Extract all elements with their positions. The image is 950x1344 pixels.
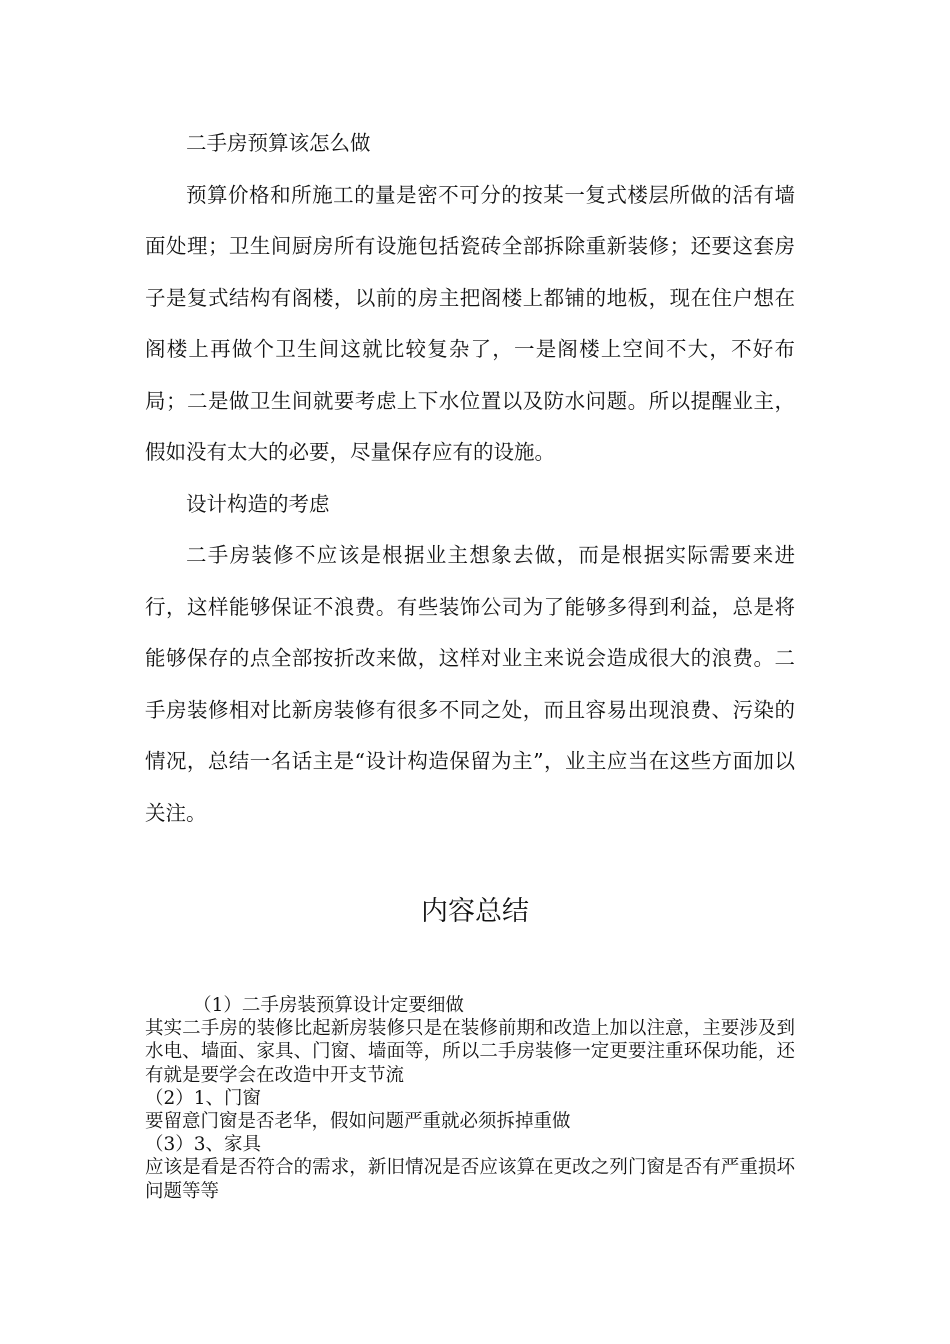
summary-item-2-text: 要留意门窗是否老华，假如问题严重就必须拆掉重做: [145, 1111, 571, 1133]
summary-item-1-heading: （1）二手房装预算设计定要细做: [193, 995, 464, 1016]
summary-item-1-text: 其实二手房的装修比起新房装修只是在装修前期和改造上加以注意，主要涉及到水电、墙面、家具、门窗、墙面等，所以二手房装修一定更要注重环保功能，还有就是要学会在改造中开支节流: [145, 1018, 795, 1086]
summary-title: 内容总结: [421, 896, 529, 927]
summary-body: [145, 994, 795, 1203]
paragraph-design: 二手房装修不应该是根据业主想象去做，而是根据实际需要来进行，这样能够保证不浪费。有些装饰公司为了能够多得到利益，总是将能够保存的点全部按折改来做，这样对业主来说会造成很大的浪费。二手房装修相对比新房装修有很多不同之处，而且容易出现浪费、污染的情况，总结一名话主是“设计构造保留为主”，业主应当在这些方面加以关注。: [145, 543, 795, 825]
paragraph-budget: 预算价格和所施工的量是密不可分的按某一复式楼层所做的活有墙面处理；卫生间厨房所有设施包括瓷砖全部拆除重新装修；还要这套房子是复式结构有阁楼，以前的房主把阁楼上都铺的地板，现在住户想在阁楼上再做个卫生间这就比较复杂了，一是阁楼上空间不大，不好布局；二是做卫生间就要考虑上下水位置以及防水问题。所以提醒业主，假如没有太大的必要，尽量保存应有的设施。: [145, 182, 795, 464]
summary-item-3-text: 应该是看是否符合的需求，新旧情况是否应该算在更改之列门窗是否有严重损坏问题等等: [145, 1157, 795, 1202]
article-body: [145, 118, 795, 839]
section-heading-design: 设计构造的考虑: [186, 491, 330, 516]
section-heading-budget: 二手房预算该怎么做: [186, 131, 371, 155]
summary-item-2-heading: （2）1、门窗: [145, 1087, 262, 1109]
summary-item-3-heading: （3）3、家具: [145, 1134, 262, 1156]
